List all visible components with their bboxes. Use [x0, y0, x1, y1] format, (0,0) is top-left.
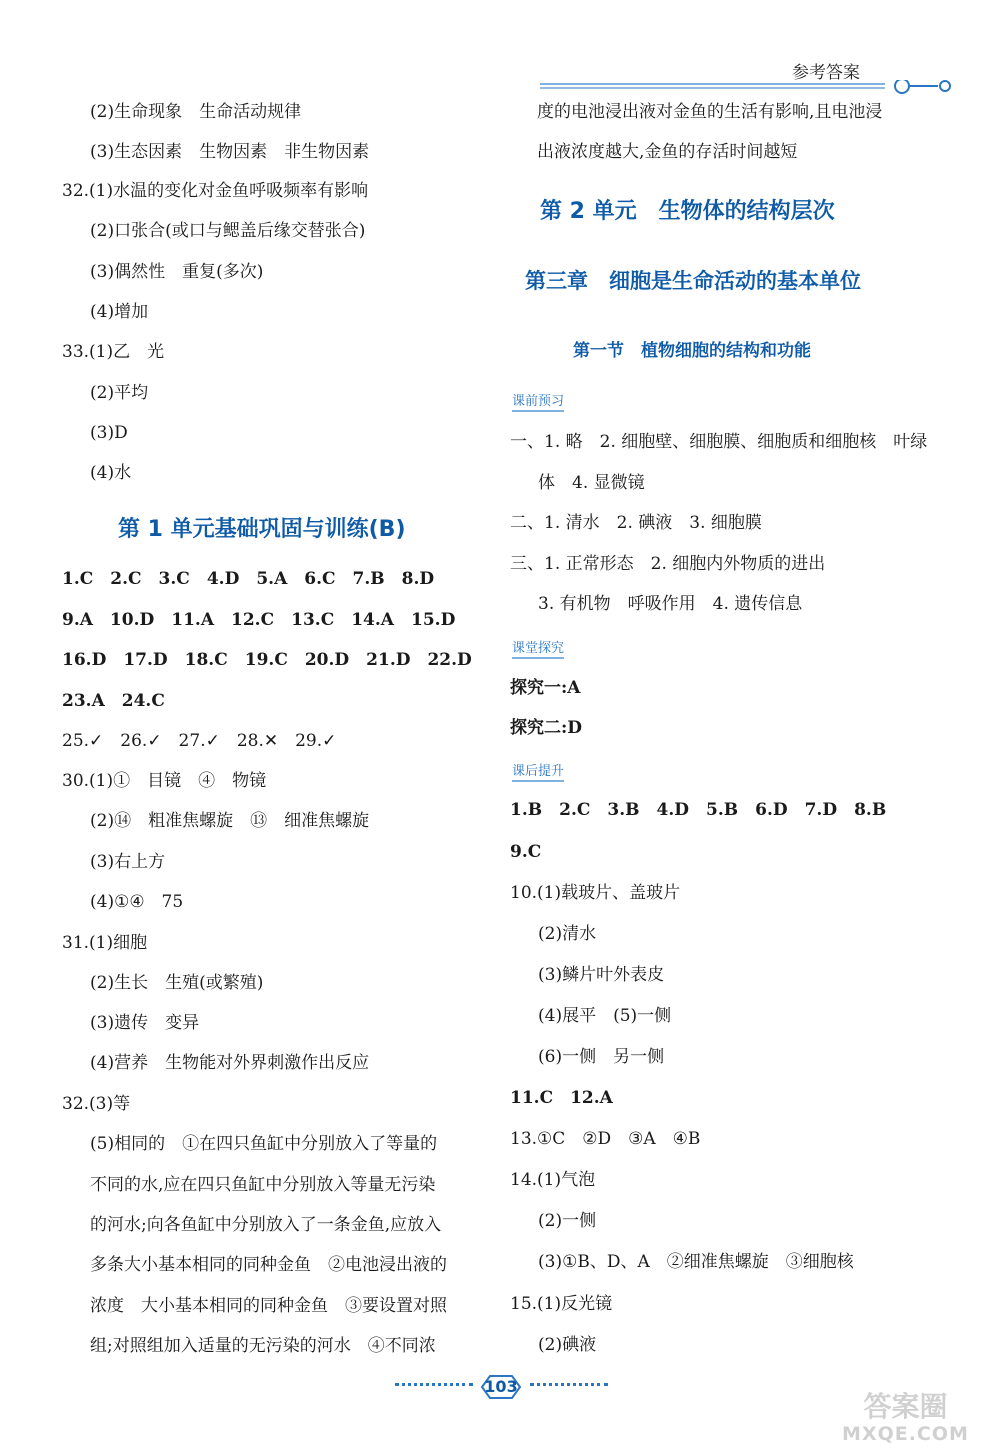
header-label: 参考答案 — [792, 63, 860, 83]
section-title: 第一节 植物细胞的结构和功能 — [573, 341, 811, 361]
answer-line: 32.(3)等 — [62, 1094, 131, 1114]
answer-line: (3)偶然性 重复(多次) — [90, 262, 264, 282]
answer-line: 二、1. 清水 2. 碘液 3. 细胞膜 — [510, 513, 762, 533]
answer-line: (2)生长 生殖(或繁殖) — [90, 973, 264, 993]
answer-line: 探究二:D — [510, 718, 583, 738]
answer-line: 32.(1)水温的变化对金鱼呼吸频率有影响 — [62, 181, 369, 201]
answer-line: (4)增加 — [90, 302, 149, 322]
tag-preview: 课前预习 — [512, 390, 564, 412]
left-section-heading: 第 1 单元基础巩固与训练(B) — [118, 517, 406, 542]
footer-dots-right — [530, 1383, 608, 1390]
answer-line: 一、1. 略 2. 细胞壁、细胞膜、细胞质和细胞核 叶绿 — [510, 432, 928, 452]
answer-line: (3)生态因素 生物因素 非生物因素 — [90, 142, 370, 162]
answer-line: 11.C 12.A — [510, 1088, 613, 1108]
answer-line: (2)平均 — [90, 383, 149, 403]
answer-line: (2)一侧 — [538, 1211, 597, 1231]
answer-line: (5)相同的 ①在四只鱼缸中分别放入了等量的 — [90, 1134, 438, 1154]
answer-line: 3. 有机物 呼吸作用 4. 遗传信息 — [538, 594, 803, 614]
answer-line: 三、1. 正常形态 2. 细胞内外物质的进出 — [510, 554, 826, 574]
chapter-title: 第三章 细胞是生命活动的基本单位 — [525, 269, 861, 293]
header-rule — [540, 80, 960, 100]
watermark-line-1: 答案圈 — [863, 1390, 948, 1423]
footer-dots-left — [395, 1383, 473, 1390]
answer-line: 23.A 24.C — [62, 691, 165, 711]
answer-line: 9.C — [510, 842, 542, 862]
answer-line: (6)一侧 另一侧 — [538, 1047, 665, 1067]
answer-line: 30.(1)① 目镜 ④ 物镜 — [62, 771, 267, 791]
answer-line: 浓度 大小基本相同的同种金鱼 ③要设置对照 — [90, 1296, 447, 1316]
page-number-text: 103 — [484, 1377, 518, 1396]
answer-line: 体 4. 显微镜 — [538, 473, 645, 493]
watermark-logo — [818, 1385, 993, 1449]
answer-line: (3)遗传 变异 — [90, 1013, 200, 1033]
answer-line: 出液浓度越大,金鱼的存活时间越短 — [537, 142, 798, 162]
answer-line: (2)清水 — [538, 924, 597, 944]
answer-line: (2)⑭ 粗准焦螺旋 ⑬ 细准焦螺旋 — [90, 811, 370, 831]
answer-line: 16.D 17.D 18.C 19.C 20.D 21.D 22.D — [62, 650, 472, 670]
answer-line: 度的电池浸出液对金鱼的生活有影响,且电池浸 — [537, 102, 883, 122]
answer-line: 14.(1)气泡 — [510, 1170, 596, 1190]
answer-line: (4)展平 (5)一侧 — [538, 1006, 672, 1026]
answer-line: 13.①C ②D ③A ④B — [510, 1129, 701, 1149]
answer-line: (4)①④ 75 — [90, 892, 184, 912]
page-number — [478, 1374, 524, 1400]
answer-line: 1.C 2.C 3.C 4.D 5.A 6.C 7.B 8.D — [62, 569, 435, 589]
answer-line: 组;对照组加入适量的无污染的河水 ④不同浓 — [90, 1336, 436, 1356]
tag-after: 课后提升 — [512, 760, 564, 782]
unit-title: 第 2 单元 生物体的结构层次 — [540, 199, 835, 224]
answer-line: 31.(1)细胞 — [62, 933, 148, 953]
answer-line: (3)①B、D、A ②细准焦螺旋 ③细胞核 — [538, 1252, 854, 1272]
answer-line: 的河水;向各鱼缸中分别放入了一条金鱼,应放入 — [90, 1215, 442, 1235]
answer-line: 25.✓ 26.✓ 27.✓ 28.✕ 29.✓ — [62, 731, 337, 751]
answer-line: (2)口张合(或口与鳃盖后缘交替张合) — [90, 221, 366, 241]
answer-line: 多条大小基本相同的同种金鱼 ②电池浸出液的 — [90, 1255, 447, 1275]
answer-line: (4)水 — [90, 463, 132, 483]
answer-line: (2)碘液 — [538, 1335, 597, 1355]
answer-line: 10.(1)载玻片、盖玻片 — [510, 883, 681, 903]
tag-explore: 课堂探究 — [512, 637, 564, 659]
answer-line: 33.(1)乙 光 — [62, 342, 165, 362]
answer-line: (4)营养 生物能对外界刺激作出反应 — [90, 1053, 370, 1073]
answer-line: (3)鳞片叶外表皮 — [538, 965, 665, 985]
answer-line: (2)生命现象 生命活动规律 — [90, 102, 302, 122]
answer-line: (3)右上方 — [90, 852, 166, 872]
answer-line: 1.B 2.C 3.B 4.D 5.B 6.D 7.D 8.B — [510, 800, 887, 820]
answer-line: 15.(1)反光镜 — [510, 1294, 613, 1314]
answer-line: 9.A 10.D 11.A 12.C 13.C 14.A 15.D — [62, 610, 456, 630]
answer-line: 探究一:A — [510, 678, 581, 698]
watermark-line-2: MXQE.COM — [842, 1423, 969, 1445]
answer-line: 不同的水,应在四只鱼缸中分别放入等量无污染 — [90, 1175, 436, 1195]
answer-line: (3)D — [90, 423, 128, 443]
